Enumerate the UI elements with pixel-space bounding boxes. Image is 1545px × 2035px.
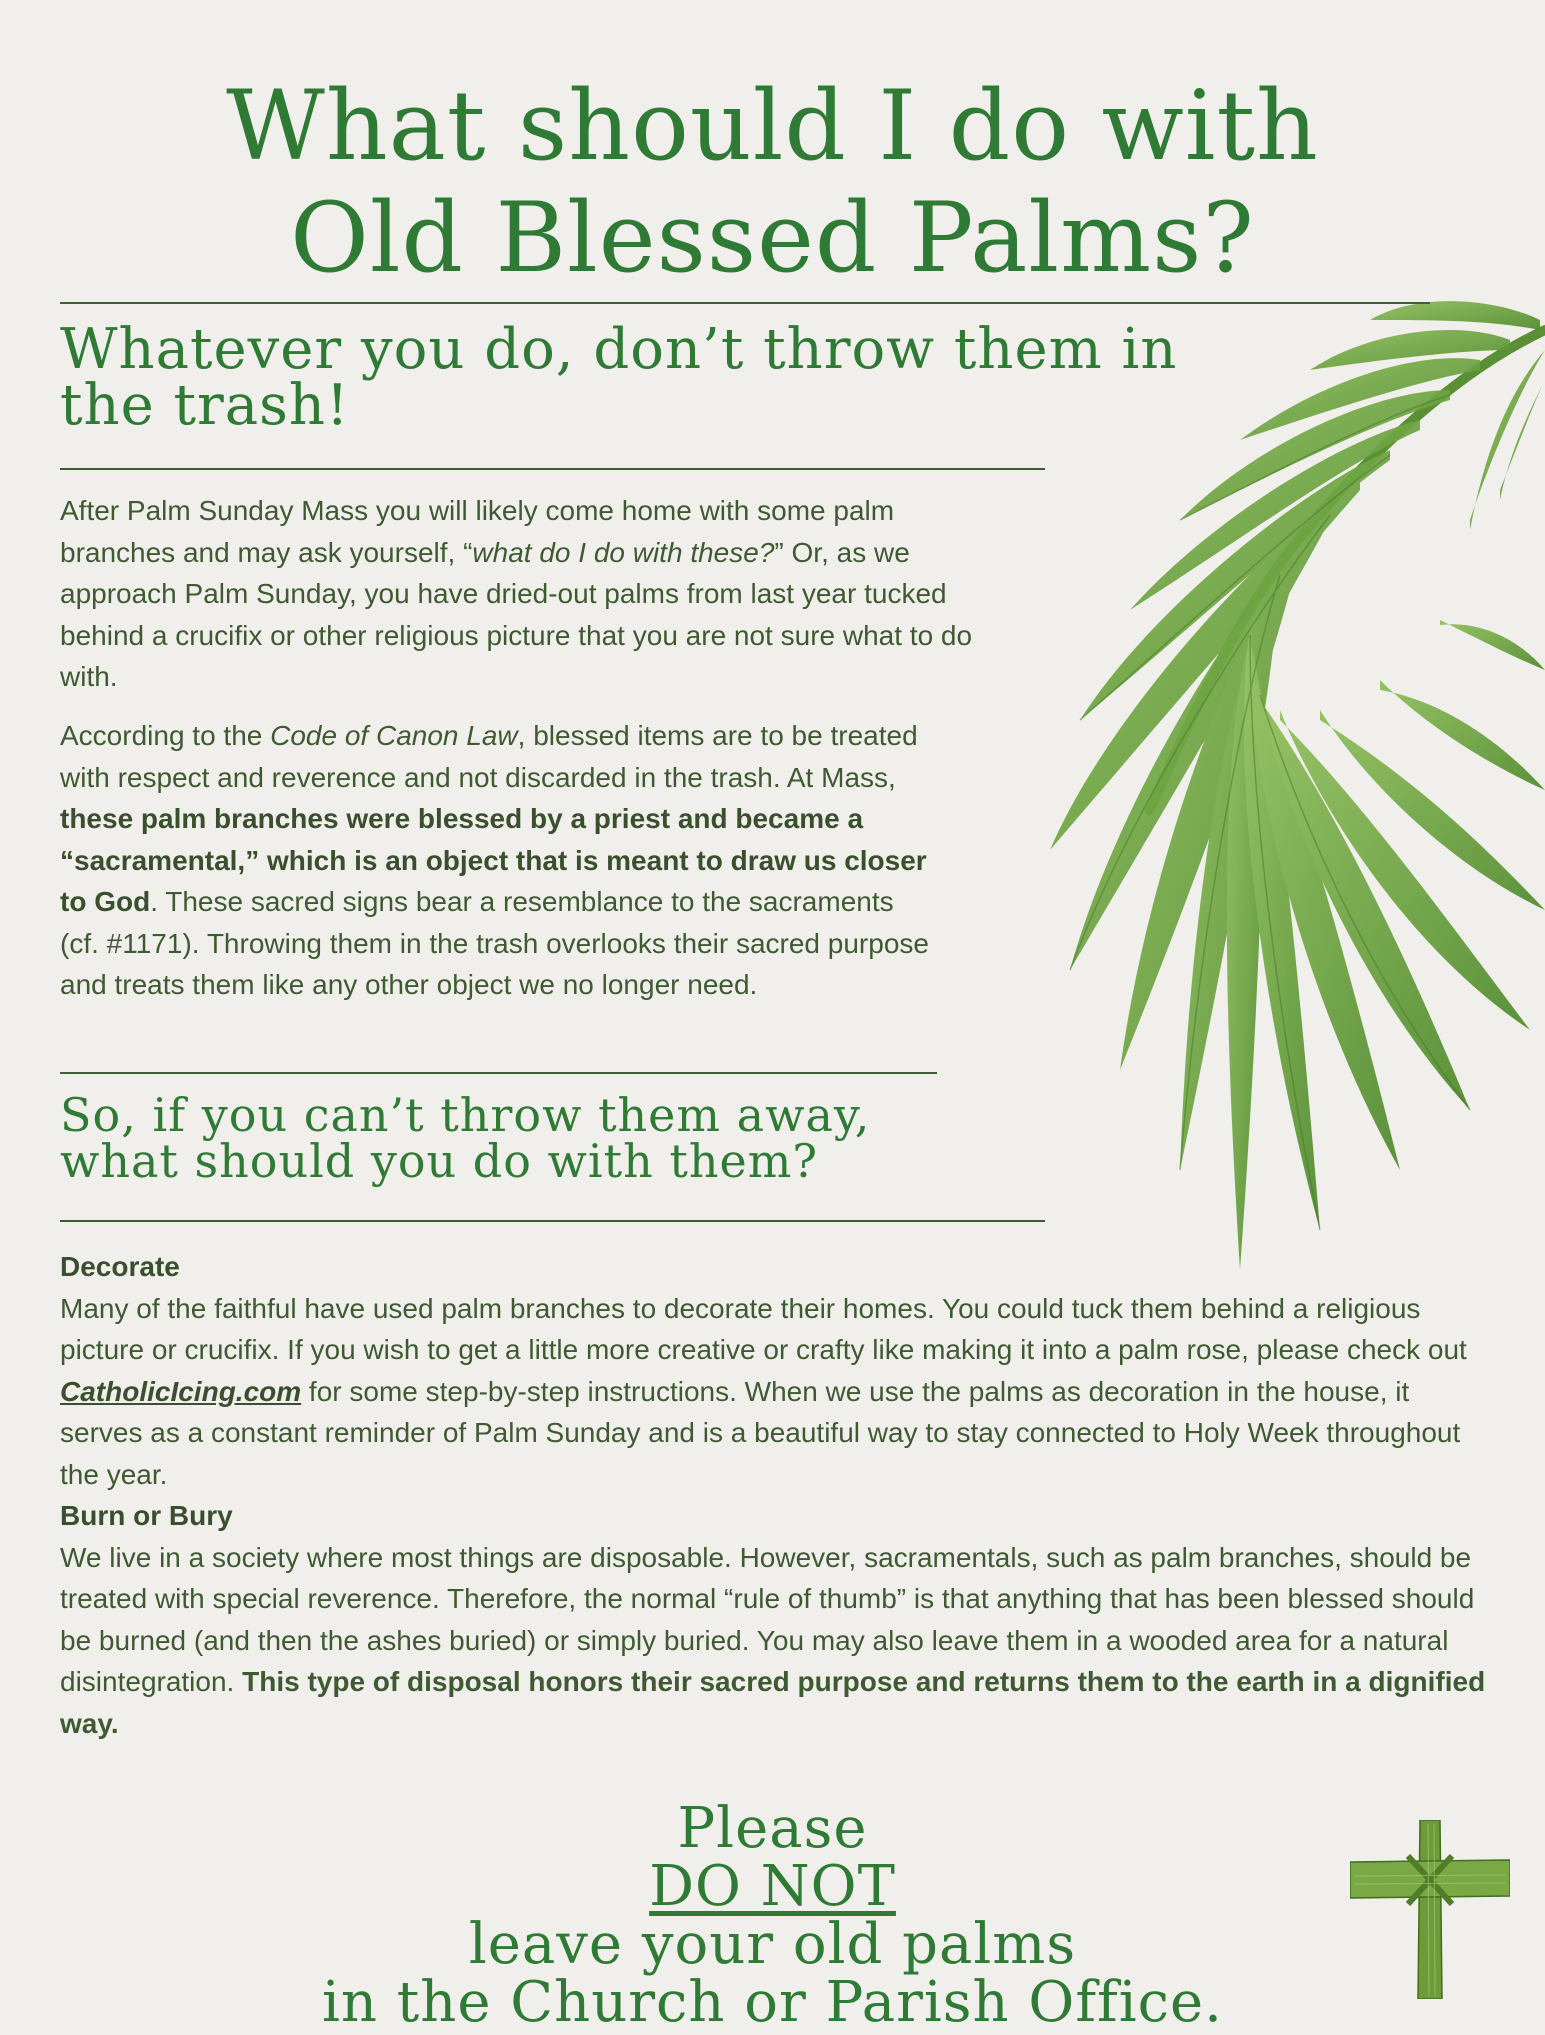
intro-text-end: ” Or, as we approach Palm Sunday, you have dried-out palms from last year tucked behind a crucifix or other religious picture that you are not sure what to do with. xyxy=(60,536,973,692)
palm-leaf-illustration xyxy=(900,290,1545,1290)
canon-divider xyxy=(60,1072,937,1074)
trash-heading xyxy=(60,317,1178,438)
canon-law-title: Code of Canon Law xyxy=(270,720,518,751)
footer-line-1 xyxy=(0,1796,1545,1977)
what-to-do-line-1: So, if you can’t throw them away, xyxy=(60,1088,871,1142)
trash-heading-line-1: Whatever you do, don’t throw them in xyxy=(60,317,1178,382)
footer-leave: leave your old palms xyxy=(468,1912,1077,1977)
burn-text: We live in a society where most things are disposable. However, sacramentals, such as palm branches, should be treated with special reverence. Therefore, the normal “rule of thumb” is that anything that has been blessed should be burned (and then the ashes buried) or simply buried. You may also leave them in a wooded area for a natural disintegration. xyxy=(60,1541,1475,1697)
decorate-section xyxy=(60,1246,1490,1495)
what-to-do-line-2: what should you do with them? xyxy=(60,1134,818,1188)
decorate-text-end: for some step-by-step instructions. When we use the palms as decoration in the house, it serves as a constant reminder of Palm Sunday and is a beautiful way to stay connected to Holy Week throughout the year. xyxy=(60,1375,1461,1490)
what-to-do-heading xyxy=(60,1088,871,1188)
canon-text-2: , blessed items are to be treated with respect and reverence and not discarded in the trash. At Mass, xyxy=(60,720,918,793)
trash-heading-divider xyxy=(60,468,1045,470)
burn-bury-label: Burn or Bury xyxy=(60,1500,233,1531)
canon-law-paragraph xyxy=(60,715,940,1006)
what-to-do-divider xyxy=(60,1220,1045,1222)
title-line-1: What should I do with xyxy=(226,70,1319,182)
decorate-text-start: Many of the faithful have used palm branches to decorate their homes. You could tuck them behind a religious picture or crucifix. If you wish to get a little more creative or crafty like making it into a palm rose, please check out xyxy=(60,1292,1467,1365)
footer-please: Please xyxy=(677,1796,868,1861)
canon-text-3: . These sacred signs bear a resemblance to the sacraments (cf. #1171). Throwing them in the trash overlooks their sacred purpose and treats them like any other object we no longer need. xyxy=(60,886,929,1000)
burn-emphasis: This type of disposal honors their sacred purpose and returns them to the earth in a dignified way. xyxy=(60,1666,1486,1739)
intro-question: what do I do with these? xyxy=(472,536,775,568)
title-line-2: Old Blessed Palms? xyxy=(290,182,1255,294)
canon-text-1: According to the xyxy=(60,720,271,751)
intro-text-start: After Palm Sunday Mass you will likely come home with some palm branches and may ask yourself, “ xyxy=(60,495,895,568)
canon-emphasis: these palm branches were blessed by a priest and became a “sacramental,” which is an object that is meant to draw us closer to God xyxy=(60,803,927,917)
page-title xyxy=(0,70,1545,294)
decorate-label: Decorate xyxy=(60,1251,180,1282)
burn-bury-section xyxy=(60,1495,1490,1744)
footer-line-2: in the Church or Parish Office. xyxy=(322,1970,1223,2035)
palm-cross-icon xyxy=(1350,1820,1510,1999)
catholic-icing-link[interactable]: CatholicIcing.com xyxy=(60,1375,302,1407)
title-divider xyxy=(60,302,1430,304)
burn-bury-paragraph xyxy=(60,1537,1490,1745)
footer-do-not: DO NOT xyxy=(649,1854,896,1919)
trash-heading-line-2: the trash! xyxy=(60,373,350,438)
intro-paragraph xyxy=(60,490,1010,698)
footer-notice xyxy=(0,1796,1545,2035)
decorate-paragraph xyxy=(60,1288,1490,1496)
